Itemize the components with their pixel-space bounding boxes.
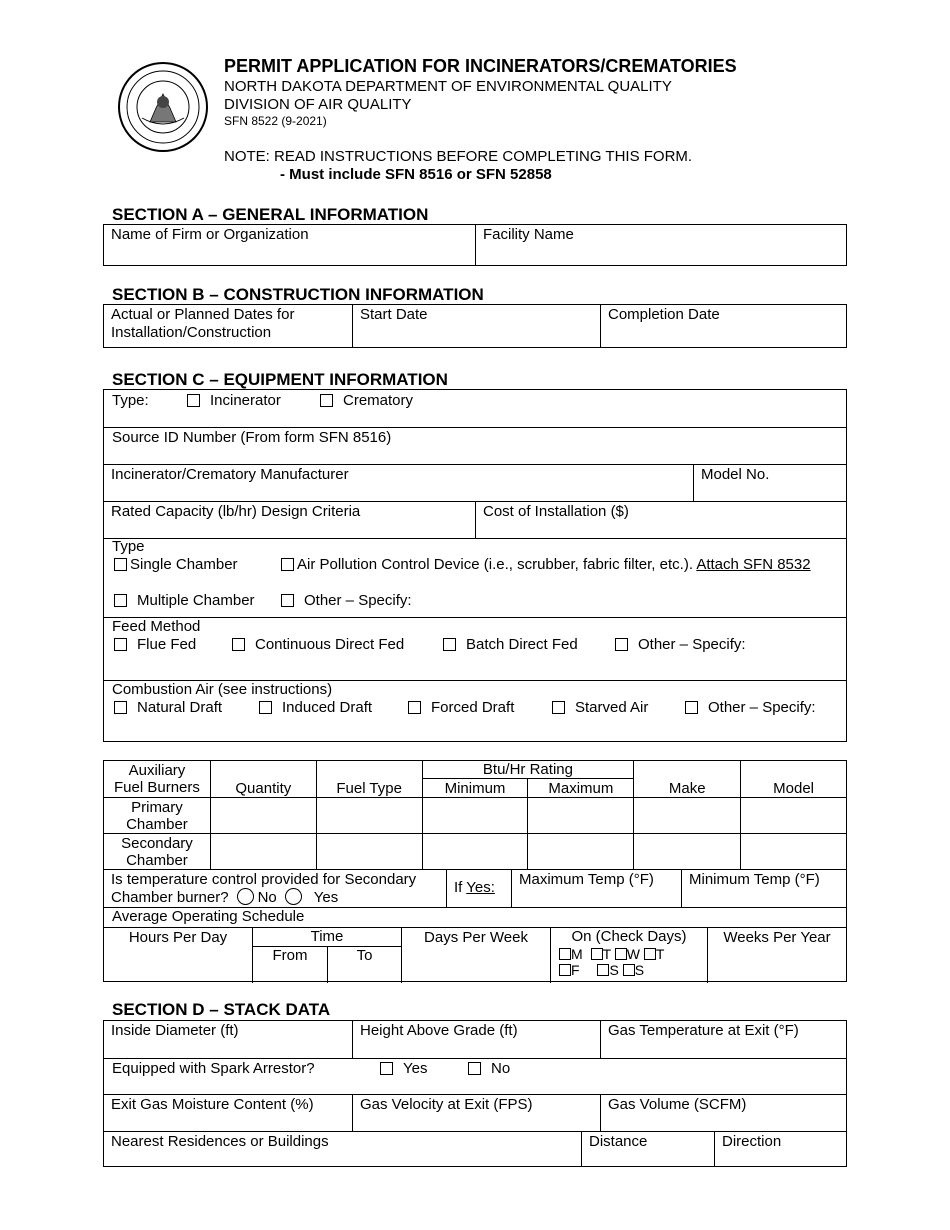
day-w-label: W <box>626 946 640 962</box>
aux-header-line2: Fuel Burners <box>114 779 200 796</box>
day-s1-checkbox[interactable] <box>597 964 609 976</box>
multiple-chamber-label: Multiple Chamber <box>137 592 255 609</box>
combustion-other-checkbox[interactable] <box>685 701 698 714</box>
gas-temp-exit-field[interactable] <box>600 1021 846 1058</box>
facility-name-field[interactable] <box>475 225 846 265</box>
volume-label: Gas Volume (SCFM) <box>608 1096 747 1113</box>
section-d-box <box>103 1020 847 1167</box>
facility-name-label: Facility Name <box>483 226 574 243</box>
schedule-label: Average Operating Schedule <box>112 908 305 925</box>
direction-field[interactable] <box>714 1132 846 1167</box>
time-from-field[interactable] <box>253 947 327 983</box>
secondary-quantity-field[interactable] <box>210 834 316 870</box>
days-per-week-label: Days Per Week <box>424 929 528 946</box>
batch-fed-label: Batch Direct Fed <box>466 636 578 653</box>
moisture-label: Exit Gas Moisture Content (%) <box>111 1096 314 1113</box>
multiple-chamber-checkbox[interactable] <box>114 594 127 607</box>
flue-fed-option[interactable] <box>114 636 196 654</box>
continuous-fed-option[interactable] <box>232 636 404 654</box>
combustion-air-row <box>104 680 846 742</box>
nearest-buildings-label: Nearest Residences or Buildings <box>111 1133 329 1150</box>
forced-draft-option[interactable] <box>408 699 514 717</box>
max-temp-label: Maximum Temp (°F) <box>519 871 654 888</box>
starved-air-label: Starved Air <box>575 699 649 716</box>
apcd-label: Air Pollution Control Device (i.e., scrubber, fabric filter, etc.). <box>297 556 693 573</box>
spark-no-option[interactable] <box>468 1060 510 1078</box>
quantity-header: Quantity <box>210 761 316 798</box>
single-chamber-label: Single Chamber <box>130 556 238 573</box>
distance-label: Distance <box>589 1133 648 1150</box>
spark-yes-label: Yes <box>403 1060 428 1077</box>
day-m-checkbox[interactable] <box>559 948 571 960</box>
volume-field[interactable] <box>600 1095 846 1131</box>
chamber-type-label: Type <box>112 538 145 555</box>
instructions-note: NOTE: READ INSTRUCTIONS BEFORE COMPLETING THIS FORM. <box>224 148 693 165</box>
starved-air-checkbox[interactable] <box>552 701 565 714</box>
hours-per-day-field[interactable] <box>104 928 252 983</box>
time-to-label: To <box>356 947 373 964</box>
natural-draft-label: Natural Draft <box>137 699 223 716</box>
dates-label-line2: Installation/Construction <box>111 324 272 341</box>
operating-schedule-box <box>103 907 847 982</box>
time-from-label: From <box>272 947 308 964</box>
primary-maximum-field[interactable] <box>528 798 634 834</box>
if-yes-cell <box>446 870 511 907</box>
division-name: DIVISION OF AIR QUALITY <box>224 96 412 113</box>
height-above-grade-field[interactable] <box>352 1021 600 1058</box>
secondary-minimum-field[interactable] <box>422 834 528 870</box>
flue-fed-label: Flue Fed <box>137 636 197 653</box>
chamber-other-option[interactable] <box>281 592 412 610</box>
primary-line2: Chamber <box>126 815 188 833</box>
if-label: If <box>454 879 463 896</box>
firm-name-label: Name of Firm or Organization <box>111 226 309 243</box>
form-number: SFN 8522 (9-2021) <box>224 114 327 128</box>
feed-method-row <box>104 617 846 680</box>
section-b-box <box>103 304 847 348</box>
inside-diameter-field[interactable] <box>104 1021 352 1058</box>
installation-cost-label: Cost of Installation ($) <box>483 503 629 520</box>
combustion-other-option[interactable] <box>685 699 816 717</box>
section-a-box <box>103 224 847 266</box>
induced-draft-label: Induced Draft <box>282 699 373 716</box>
start-date-field[interactable] <box>352 305 600 347</box>
primary-minimum-field[interactable] <box>422 798 528 834</box>
day-s2-label: S <box>634 962 645 978</box>
inside-diameter-label: Inside Diameter (ft) <box>111 1022 239 1039</box>
day-f-checkbox[interactable] <box>559 964 571 976</box>
moisture-field[interactable] <box>104 1095 352 1131</box>
chamber-other-checkbox[interactable] <box>281 594 294 607</box>
induced-draft-option[interactable] <box>259 699 372 717</box>
chamber-type-row <box>104 538 846 617</box>
hours-per-day-label: Hours Per Day <box>128 929 228 946</box>
secondary-make-field[interactable] <box>634 834 741 870</box>
rated-capacity-label: Rated Capacity (lb/hr) Design Criteria <box>111 503 361 520</box>
start-date-label: Start Date <box>360 306 428 323</box>
natural-draft-checkbox[interactable] <box>114 701 127 714</box>
continuous-fed-label: Continuous Direct Fed <box>255 636 405 653</box>
weeks-per-year-label: Weeks Per Year <box>723 929 831 946</box>
crematory-option[interactable] <box>320 392 413 410</box>
temp-question-line2: Chamber burner? <box>111 889 229 906</box>
temp-control-no-label: No <box>257 889 277 906</box>
state-seal <box>118 62 208 152</box>
form-title: PERMIT APPLICATION FOR INCINERATORS/CREMATORIES <box>224 56 737 76</box>
day-s2-checkbox[interactable] <box>623 964 635 976</box>
rated-capacity-field[interactable] <box>104 502 475 538</box>
velocity-field[interactable] <box>352 1095 600 1131</box>
check-days-cell <box>550 928 707 983</box>
continuous-fed-checkbox[interactable] <box>232 638 245 651</box>
stack-row-3 <box>104 1094 846 1131</box>
primary-chamber-label <box>104 798 211 834</box>
day-f-label: F <box>571 962 580 978</box>
nearest-buildings-field[interactable] <box>104 1132 581 1167</box>
stack-row-1 <box>104 1021 846 1058</box>
day-t2-checkbox[interactable] <box>644 948 656 960</box>
single-chamber-checkbox[interactable] <box>114 558 127 571</box>
feed-other-option[interactable] <box>615 636 746 654</box>
temp-control-row <box>103 870 847 908</box>
velocity-label: Gas Velocity at Exit (FPS) <box>360 1096 533 1113</box>
secondary-model-field[interactable] <box>741 834 847 870</box>
primary-fuel-type-field[interactable] <box>316 798 422 834</box>
completion-date-field[interactable] <box>600 305 846 347</box>
primary-model-field[interactable] <box>741 798 847 834</box>
day-s1-label: S <box>609 962 619 978</box>
batch-fed-checkbox[interactable] <box>443 638 456 651</box>
make-header: Make <box>634 761 741 798</box>
day-t2-label: T <box>655 946 665 962</box>
primary-quantity-field[interactable] <box>210 798 316 834</box>
min-temp-label: Minimum Temp (°F) <box>689 871 820 888</box>
secondary-line1: Secondary <box>121 834 193 852</box>
multiple-chamber-option[interactable] <box>114 592 255 610</box>
crematory-label: Crematory <box>343 392 414 409</box>
primary-line1: Primary <box>131 798 183 816</box>
distance-field[interactable] <box>581 1132 714 1167</box>
gas-temp-exit-label: Gas Temperature at Exit (°F) <box>608 1022 799 1039</box>
combustion-air-label: Combustion Air (see instructions) <box>112 681 333 698</box>
secondary-fuel-type-field[interactable] <box>316 834 422 870</box>
forced-draft-checkbox[interactable] <box>408 701 421 714</box>
capacity-row <box>104 501 846 538</box>
apcd-option[interactable] <box>281 556 811 574</box>
max-temp-field[interactable] <box>511 870 681 907</box>
if-yes-label: Yes: <box>466 879 495 896</box>
natural-draft-option[interactable] <box>114 699 222 717</box>
temp-control-question <box>104 870 446 907</box>
aux-header-line1: Auxiliary <box>128 762 186 779</box>
maximum-header: Maximum <box>528 779 634 798</box>
section-c-title: SECTION C – EQUIPMENT INFORMATION <box>112 370 448 389</box>
equipment-type-label: Type: <box>112 392 149 409</box>
model-no-label: Model No. <box>701 466 770 483</box>
minimum-header: Minimum <box>422 779 528 798</box>
spark-arrestor-label: Equipped with Spark Arrestor? <box>112 1060 315 1077</box>
days-per-week-field[interactable] <box>401 928 550 983</box>
spark-yes-option[interactable] <box>380 1060 427 1078</box>
dates-label-cell <box>104 305 352 347</box>
day-t1-label: T <box>602 946 611 962</box>
dates-label-line1: Actual or Planned Dates for <box>111 306 295 323</box>
stack-row-2 <box>104 1058 846 1094</box>
spark-no-checkbox[interactable] <box>468 1062 481 1075</box>
batch-fed-option[interactable] <box>443 636 578 654</box>
model-no-field[interactable] <box>693 465 846 501</box>
feed-method-label: Feed Method <box>112 618 201 635</box>
completion-date-label: Completion Date <box>608 306 720 323</box>
btu-rating-header: Btu/Hr Rating <box>422 761 634 779</box>
flue-fed-checkbox[interactable] <box>114 638 127 651</box>
secondary-chamber-label <box>104 834 211 870</box>
temp-control-yes-label: Yes <box>313 889 339 906</box>
single-chamber-option[interactable] <box>114 556 238 574</box>
chamber-other-label: Other – Specify: <box>304 592 412 609</box>
time-label: Time <box>310 928 344 945</box>
starved-air-option[interactable] <box>552 699 648 717</box>
required-forms-note: - Must include SFN 8516 or SFN 52858 <box>280 166 552 183</box>
time-cell <box>252 928 401 983</box>
manufacturer-row <box>104 464 846 501</box>
crematory-checkbox[interactable] <box>320 394 333 407</box>
fuel-burners-table <box>103 760 847 870</box>
height-above-grade-label: Height Above Grade (ft) <box>360 1022 518 1039</box>
agency-name: NORTH DAKOTA DEPARTMENT OF ENVIRONMENTAL QUALITY <box>224 78 672 95</box>
day-t1-checkbox[interactable] <box>591 948 603 960</box>
spark-yes-checkbox[interactable] <box>380 1062 393 1075</box>
stack-row-4 <box>104 1131 846 1167</box>
day-w-checkbox[interactable] <box>615 948 627 960</box>
forced-draft-label: Forced Draft <box>431 699 515 716</box>
schedule-row <box>104 927 846 983</box>
spark-no-label: No <box>491 1060 511 1077</box>
check-days-label: On (Check Days) <box>571 928 687 945</box>
installation-cost-field[interactable] <box>475 502 846 538</box>
secondary-line2: Chamber <box>126 851 188 869</box>
model-header: Model <box>741 761 847 798</box>
equipment-type-row <box>104 390 846 427</box>
time-to-field[interactable] <box>327 947 401 983</box>
feed-other-checkbox[interactable] <box>615 638 628 651</box>
secondary-maximum-field[interactable] <box>528 834 634 870</box>
incinerator-label: Incinerator <box>210 392 281 409</box>
manufacturer-field[interactable] <box>104 465 693 501</box>
incinerator-option[interactable] <box>187 392 281 410</box>
combustion-other-label: Other – Specify: <box>708 699 816 716</box>
source-id-label: Source ID Number (From form SFN 8516) <box>112 429 392 446</box>
feed-other-label: Other – Specify: <box>638 636 746 653</box>
fuel-type-header: Fuel Type <box>316 761 422 798</box>
section-c-box <box>103 389 847 742</box>
section-b-title: SECTION B – CONSTRUCTION INFORMATION <box>112 285 484 304</box>
section-d-title: SECTION D – STACK DATA <box>112 1000 331 1019</box>
aux-burners-header <box>104 761 211 798</box>
incinerator-checkbox[interactable] <box>187 394 200 407</box>
apcd-checkbox[interactable] <box>281 558 294 571</box>
temp-control-no-radio[interactable] <box>237 888 254 905</box>
section-a-title: SECTION A – GENERAL INFORMATION <box>112 205 429 224</box>
temp-question-line1: Is temperature control provided for Secondary <box>111 871 417 888</box>
firm-name-field[interactable] <box>104 225 475 265</box>
manufacturer-label: Incinerator/Crematory Manufacturer <box>111 466 349 483</box>
weeks-per-year-field[interactable] <box>707 928 846 983</box>
source-id-field[interactable] <box>104 427 846 464</box>
min-temp-field[interactable] <box>681 870 846 907</box>
direction-label: Direction <box>722 1133 782 1150</box>
day-m-label: M <box>571 946 583 962</box>
primary-make-field[interactable] <box>634 798 741 834</box>
temp-control-yes-radio[interactable] <box>285 888 302 905</box>
apcd-attach-link: Attach SFN 8532 <box>696 556 811 573</box>
induced-draft-checkbox[interactable] <box>259 701 272 714</box>
